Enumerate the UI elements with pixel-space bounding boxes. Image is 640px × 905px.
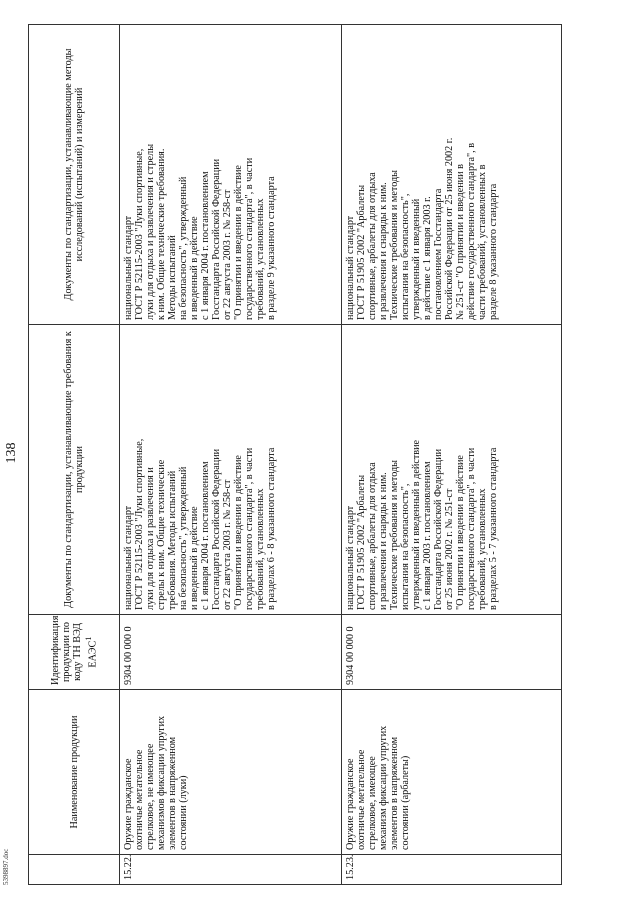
- methods-doc-line: национальный стандарт: [123, 215, 134, 320]
- methods-doc-line: испытания на безопасность",: [400, 193, 411, 320]
- requirements-doc-line: Технические требования и методы: [389, 459, 400, 610]
- requirements-doc-line: требований, установленных: [477, 488, 488, 610]
- header-num: [29, 855, 120, 885]
- requirements-doc-line: ГОСТ Р 51905 2002 "Арбалеты: [356, 474, 367, 610]
- requirements-doc-line: национальный стандарт: [345, 505, 356, 610]
- page-number: 138: [4, 442, 19, 464]
- requirements-doc-line: утвержденный и введенный в действие: [411, 439, 422, 610]
- requirements-doc-line: Госстандарта Российской Федерации: [211, 448, 222, 610]
- product-name-line: состоянии (арбалеты): [400, 755, 411, 850]
- header-code-text: Идентификация продукции по коду ТН ВЭД ЕАЭС: [49, 615, 99, 685]
- requirements-doc-line: с 1 января 2003 г. постановлением: [422, 461, 433, 610]
- requirements-doc-line: и введенный в действие: [189, 506, 200, 610]
- methods-doc-line: к ним. Общие технические требования.: [156, 148, 167, 320]
- methods-doc-line: от 22 августа 2003 г. № 258-ст: [222, 189, 233, 320]
- methods-doc-line: ГОСТ Р 52115-2003 "Луки спортивные,: [134, 148, 145, 320]
- methods-doc-line: Технические требования и методы: [389, 169, 400, 320]
- table-row: [120, 25, 342, 885]
- methods-doc-line: луки для отдыха и развлечения и стрелы: [145, 143, 156, 320]
- requirements-doc-line: национальный стандарт: [123, 505, 134, 610]
- methods-doc-line: национальный стандарт: [345, 215, 356, 320]
- product-name-line: механизм фиксации упругих: [378, 725, 389, 850]
- requirements-doc-line: с 1 января 2004 г. постановлением: [200, 461, 211, 610]
- product-code: 9304 00 000 0: [342, 615, 562, 690]
- standards-table: [28, 24, 562, 885]
- product-name-line: стрелковое, имеющее: [367, 756, 378, 850]
- requirements-doc-line: и развлечения и снаряды к ним.: [378, 472, 389, 610]
- requirements-doc: [120, 325, 342, 615]
- header-docs-methods: Документы по стандартизации, устанавливающие методы исследований (испытаний) и измерений: [29, 25, 120, 325]
- product-name-line: стрелковое, не имеющее: [145, 743, 156, 850]
- methods-doc-line: и введенный в действие: [189, 216, 200, 320]
- requirements-doc-line: государственного стандарта", в части: [466, 447, 477, 610]
- methods-doc-line: Госстандарта Российской Федерации: [211, 158, 222, 320]
- product-code: 9304 00 000 0: [120, 615, 342, 690]
- methods-doc-line: разделе 8 указанного стандарта: [488, 183, 499, 320]
- product-name-line: механизмов фиксации упругих: [156, 715, 167, 850]
- requirements-doc-line: на безопасность", утвержденный: [178, 466, 189, 610]
- table-header-row: [29, 25, 120, 885]
- methods-doc-line: спортивные, арбалеты для отдыха: [367, 172, 378, 320]
- methods-doc-line: № 251-ст "О принятии и введении в: [455, 164, 466, 320]
- methods-doc-line: в действие с 1 января 2003 г.: [422, 196, 433, 320]
- methods-doc-line: Методы испытаний: [167, 235, 178, 320]
- methods-doc-line: Российской Федерации от 25 июня 2002 г.: [444, 137, 455, 320]
- requirements-doc-line: испытания на безопасность",: [400, 483, 411, 610]
- requirements-doc-line: Госстандарта Российской Федерации: [433, 448, 444, 610]
- product-name-line: охотничье метательное: [356, 749, 367, 850]
- methods-doc-line: в разделе 9 указанного стандарта: [266, 176, 277, 320]
- product-name-line: охотничье метательное: [134, 749, 145, 850]
- methods-doc-line: действие государственного стандарта", в: [466, 142, 477, 320]
- requirements-doc-line: в разделах 6 - 8 указанного стандарта: [266, 447, 277, 610]
- row-number: 15.23.: [342, 855, 562, 885]
- header-code-footnote: 1: [82, 636, 93, 641]
- table-row: [342, 25, 562, 885]
- methods-doc-line: части требований, установленных в: [477, 164, 488, 320]
- methods-doc: [342, 25, 562, 325]
- requirements-doc-line: государственного стандарта", в части: [244, 447, 255, 610]
- requirements-doc-line: требования. Методы испытаний: [167, 470, 178, 610]
- product-name: [342, 690, 562, 855]
- product-name-line: Оружие гражданское: [345, 758, 356, 850]
- methods-doc-line: ГОСТ Р 51905 2002 "Арбалеты: [356, 184, 367, 320]
- product-name-line: элементов в напряженном: [389, 736, 400, 850]
- requirements-doc-line: "О принятии и введении в действие: [455, 455, 466, 610]
- requirements-doc-line: ГОСТ Р 52115-2003 "Луки спортивные,: [134, 438, 145, 610]
- requirements-doc-line: требований, установленных: [255, 488, 266, 610]
- methods-doc-line: с 1 января 2004 г. постановлением: [200, 171, 211, 320]
- methods-doc-line: "О принятии и введении в действие: [233, 165, 244, 320]
- methods-doc: [120, 25, 342, 325]
- requirements-doc-line: "О принятии и введении в действие: [233, 455, 244, 610]
- methods-doc-line: на безопасность", утвержденный: [178, 176, 189, 320]
- document-id: 5398897.doc: [2, 848, 10, 885]
- methods-doc-line: утвержденный и введенный: [411, 198, 422, 320]
- requirements-doc-line: стрелы к ним. Общие технические: [156, 459, 167, 610]
- methods-doc-line: требований, установленных: [255, 198, 266, 320]
- methods-doc-line: государственного стандарта", в части: [244, 157, 255, 320]
- product-name-line: состоянии (луки): [178, 775, 189, 850]
- row-number: 15.22.: [120, 855, 342, 885]
- requirements-doc-line: в разделах 5 - 7 указанного стандарта: [488, 447, 499, 610]
- product-name: [120, 690, 342, 855]
- requirements-doc-line: от 22 августа 2003 г. № 258-ст: [222, 479, 233, 610]
- requirements-doc-line: спортивные, арбалеты для отдыха: [367, 462, 378, 610]
- requirements-doc-line: луки для отдыха и развлечения и: [145, 467, 156, 610]
- methods-doc-line: постановлением Госстандарта: [433, 188, 444, 320]
- requirements-doc-line: от 25 июня 2002 г. № 251-ст: [444, 488, 455, 610]
- header-name: Наименование продукции: [29, 690, 120, 855]
- product-name-line: Оружие гражданское: [123, 758, 134, 850]
- methods-doc-line: и развлечения и снаряды к ним.: [378, 182, 389, 320]
- requirements-doc: [342, 325, 562, 615]
- product-name-line: элементов в напряженном: [167, 736, 178, 850]
- header-code: [29, 615, 120, 690]
- header-docs-requirements: Документы по стандартизации, устанавливающие требования к продукции: [29, 325, 120, 615]
